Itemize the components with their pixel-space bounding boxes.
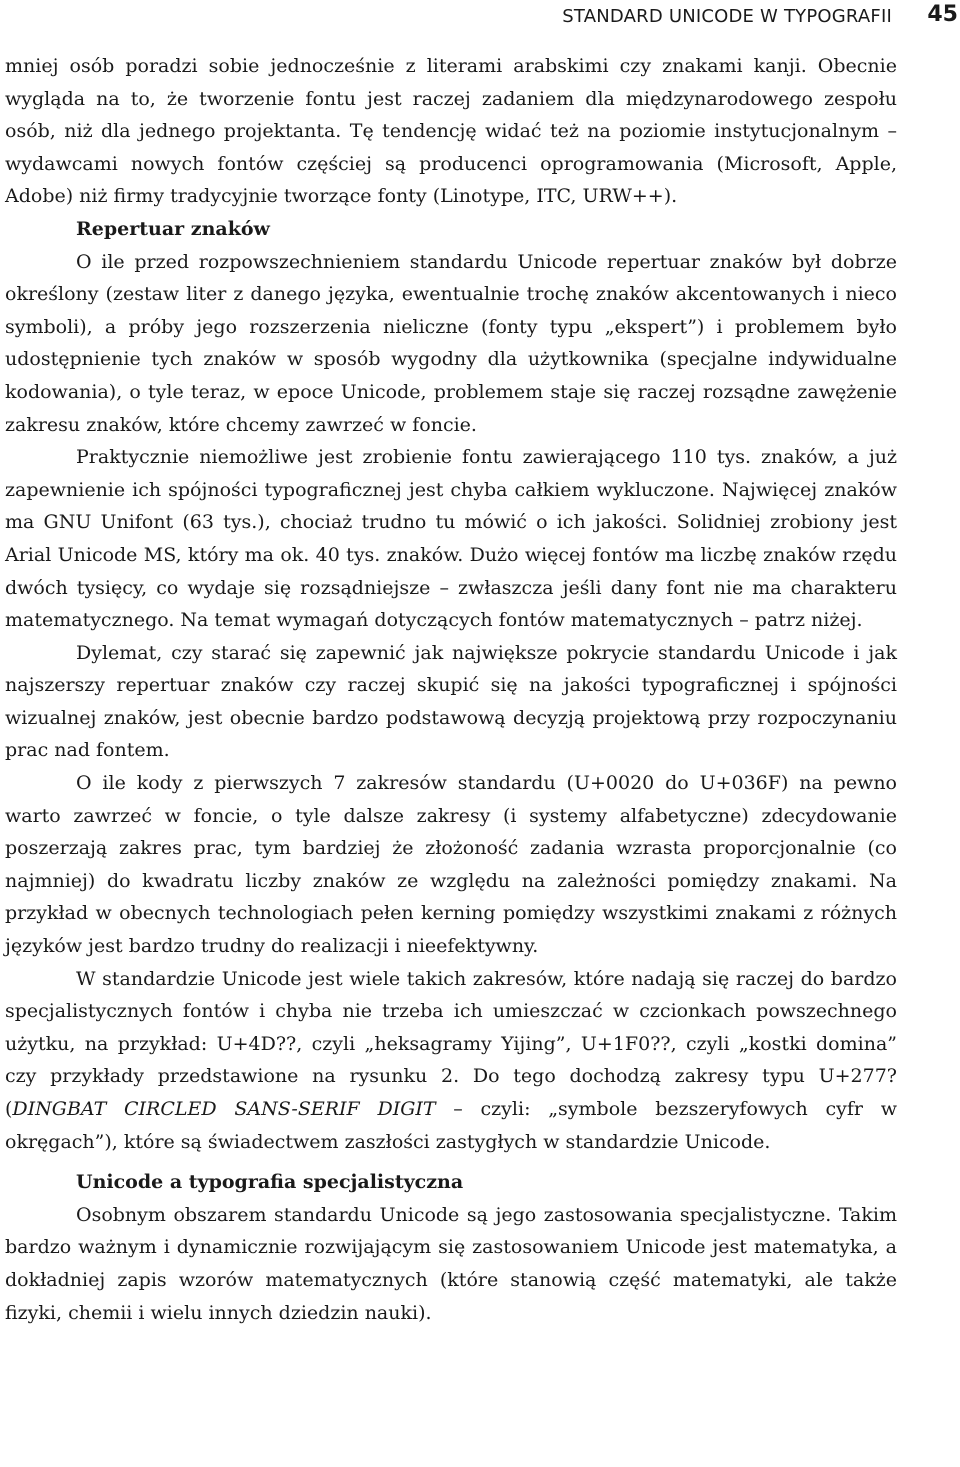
paragraph-6 — [5, 963, 897, 1159]
paragraph-1: mniej osób poradzi sobie jednocześnie z literami arabskimi czy znakami kanji. Obecnie wygląda na to, że tworzenie fontu jest raczej zadaniem dla międzynarodowego zespołu osób, niż dla jednego projektanta. Tę tendencję widać też na poziomie instytucjonalnym – wydawcami nowych fontów częściej są producenci oprogramowania (Microsoft, Apple, Adobe) niż firmy tradycyjnie tworzące fonty (Linotype, ITC, URW++). — [5, 55, 897, 208]
paragraph-7: Osobnym obszarem standardu Unicode są jego zastosowania specjalistyczne. Takim bardzo ważnym i dynamicznie rozwijającym się zastosowaniem Unicode jest matematyka, a dokładniej zapis wzorów matematycznych (które stanowią część matematyki, ale także fizyki, chemii i wielu innych dziedzin nauki). — [5, 1203, 897, 1324]
section-heading-typografia: Unicode a typografia specjalistyczna — [76, 1171, 464, 1194]
paragraph-3: Praktycznie niemożliwe jest zrobienie fontu zawierającego 110 tys. znaków, a już zapewnienie ich spójności typograficznej jest chyba całkiem wykluczone. Najwięcej znaków ma GNU Unifont (63 tys.), chociaż trudno tu mówić o ich jakości. Solidniej zrobiony jest Arial Unicode MS, który ma ok. 40 tys. znaków. Dużo więcej fontów ma liczbę znaków rzędu dwóch tysięcy, co wydaje się rozsądniejsze – zwłaszcza jeśli dany font nie ma charakteru matematycznego. Na temat wymagań dotyczących fontów matematycznych – patrz niżej. — [5, 446, 897, 632]
paragraph-5: O ile kody z pierwszych 7 zakresów standardu (U+0020 do U+036F) na pewno warto zawrzeć w foncie, o tyle dalsze zakresy (i systemy alfabetyczne) zdecydowanie poszerzają zakres prac, tym bardziej że złożoność zadania wzrasta proporcjonalnie (co najmniej) do kwadratu liczby znaków ze względu na zależności pomiędzy znakami. Na przykład w obecnych technologiach pełen kerning pomiędzy wszystkimi znakami z różnych języków jest bardzo trudny do realizacji i nieefektywny. — [5, 772, 897, 958]
page-body — [5, 50, 897, 1329]
paragraph-4: Dylemat, czy starać się zapewnić jak największe pokrycie standardu Unicode i jak najszerszy repertuar znaków czy raczej skupić się na jakości typograficznej i spójności wizualnej znaków, jest obecnie bardzo podstawową decyzją projektową przy rozpoczynaniu prac nad fontem. — [5, 641, 897, 762]
page-header — [0, 2, 960, 32]
paragraph-6-italic: DINGBAT CIRCLED SANS-SERIF DIGIT — [12, 1098, 436, 1120]
paragraph-6-part-a: W standardzie Unicode jest wiele takich zakresów, które nadają się raczej do bardzo specjalistycznych fontów i chyba nie trzeba ich umieszczać w czcionkach powszechnego użytku, na przykład: U+4D??, czyli „heksagramy Yijing”, U+1F0??, czyli „kostki domina” czy przykłady przedstawione na rysunku 2. Do tego dochodzą zakresy typu U+277? ( — [5, 967, 897, 1120]
running-title: STANDARD UNICODE W TYPOGRAFII — [562, 6, 892, 27]
page-number: 45 — [927, 2, 958, 27]
paragraph-6-part-b: – czyli: „symbole bezszeryfowych cyfr w okręgach”), które są świadectwem zaszłości zastygłych w standardzie Unicode. — [5, 1098, 897, 1153]
section-heading-repertuar: Repertuar znaków — [76, 217, 270, 240]
paragraph-2: O ile przed rozpowszechnieniem standardu Unicode repertuar znaków był dobrze określony (zestaw liter z danego języka, ewentualnie trochę znaków akcentowanych i nieco symboli), a próby jego rozszerzenia nieliczne (fonty typu „ekspert”) i problemem było udostępnienie tych znaków w sposób wygodny dla użytkownika (specjalne indywidualne kodowania), o tyle teraz, w epoce Unicode, problemem staje się raczej rozsądne zawężenie zakresu znaków, które chcemy zawrzeć w foncie. — [5, 250, 897, 436]
